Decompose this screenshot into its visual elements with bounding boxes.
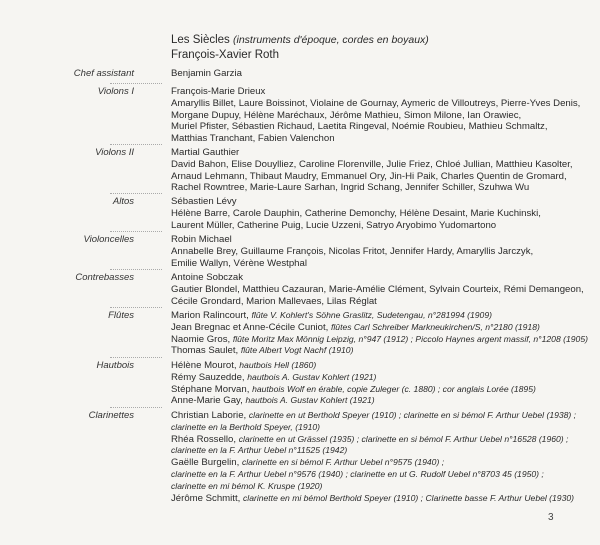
musician-name: Marion Ralincourt, [171, 310, 252, 321]
name-line: Cécile Grondard, Marion Mallevaes, Lilas Réglat [171, 295, 377, 307]
section-label: Contrebasses [75, 272, 134, 283]
name-line: Emilie Wallyn, Vérène Westphal [171, 257, 307, 269]
musician-line [171, 410, 596, 422]
musician-line [171, 445, 596, 457]
musician-line [171, 422, 596, 434]
name-line: Sébastien Lévy [171, 196, 237, 207]
musician-name: Rémy Sauzedde, [171, 371, 248, 383]
section-label: Violons II [95, 147, 134, 158]
instrument-note: hautbois Hell (1860) [239, 360, 317, 370]
section-label: Altos [112, 196, 134, 207]
conductor-name: François-Xavier Roth [171, 49, 280, 61]
name-line: Amaryllis Billet, Laure Boissinot, Violaine de Gournay, Aymeric de Villoutreys, Pierre-Yves Denis, [171, 97, 581, 109]
musician-name: Stéphane Morvan, [171, 383, 253, 395]
instrument-note: clarinette en mi bémol Berthold Speyer (1910) ; Clarinette basse F. Arthur Uebel (1930) [242, 492, 575, 503]
musician-name: Gaëlle Burgelin, [171, 457, 242, 469]
musician-name: Thomas Saulet, [171, 345, 241, 357]
musician-line [171, 360, 596, 372]
orchestra-note: (instruments d'époque, cordes en boyaux) [233, 34, 429, 46]
instrument-note: clarinette en si bémol F. Arthur Uebel n°9575 (1940) ; [241, 457, 445, 468]
section-divider [110, 357, 162, 358]
musician-line [171, 395, 596, 407]
name-line: David Bahon, Elise Douylliez, Caroline Florenville, Julie Friez, Chloé Jullian, Matthieu Kasolter, [171, 158, 573, 170]
instrument-note: clarinette en la Berthold Speyer, (1910) [171, 421, 321, 432]
name-line: Rachel Rowntree, Marie-Laure Sarhan, Ingrid Schang, Jennifer Schiller, Szuhwa Wu [171, 182, 530, 194]
instrument-note: clarinette en mi bémol K. Kruspe (1920) [171, 480, 323, 491]
section-divider [110, 144, 162, 145]
section-divider [110, 193, 162, 194]
orchestra-name: Les Siècles [171, 34, 230, 46]
name-line: François-Marie Drieux [171, 86, 266, 97]
musician-line [171, 434, 596, 446]
instrument-note: hautbois A. Gustav Kohlert (1921) [247, 371, 377, 382]
section-divider [110, 83, 162, 84]
section-label: Violoncelles [83, 234, 134, 245]
musician-line [171, 481, 596, 493]
musician-line [171, 310, 596, 322]
instrument-note: flûte V. Kohlert's Söhne Graslitz, Sudetengau, n°281994 (1909) [251, 310, 492, 320]
section-divider [110, 269, 162, 270]
instrument-note: clarinette en la F. Arthur Uebel n°11525 (1942) [171, 445, 348, 456]
section-label: Clarinettes [88, 410, 134, 421]
musician-name: Christian Laborie, [171, 410, 249, 421]
name-line: Matthias Tranchant, Fabien Valenchon [171, 133, 335, 145]
musician-line [171, 334, 596, 346]
name-line: Gautier Blondel, Matthieu Cazauran, Marie-Amélie Clément, Sylvain Courteix, Rémi Demangeon, [171, 283, 584, 295]
musician-line [171, 345, 596, 357]
section-label: Chef assistant [73, 68, 134, 79]
musician-line [171, 372, 596, 384]
musician-line [171, 469, 596, 481]
name-line: Laurent Müller, Catherine Puig, Lucie Uzzeni, Satryo Aryobimo Yudomartono [171, 219, 497, 231]
instrument-note: hautbois Wolf en érable, copie Zuleger (c. 1880) ; cor anglais Lorée (1895) [252, 383, 536, 394]
musician-line [171, 493, 596, 505]
section-divider [110, 407, 162, 408]
musician-name: Jérôme Schmitt, [171, 492, 243, 504]
name-line: Martial Gauthier [171, 147, 240, 158]
name-line: Hélène Barre, Carole Dauphin, Catherine Demonchy, Hélène Desaint, Marie Kuchinski, [171, 207, 541, 219]
instrument-note: hautbois A. Gustav Kohlert (1921) [245, 395, 375, 406]
name-line: Benjamin Garzia [171, 68, 242, 79]
musician-name: Hélène Mourot, [171, 360, 240, 371]
section-label: Violons I [97, 86, 134, 97]
name-line: Arnaud Lehmann, Thibaut Maudry, Emmanuel Ory, Jin-Hi Paik, Charles Quentin de Gromard, [171, 170, 567, 182]
musician-name: Anne-Marie Gay, [171, 395, 246, 407]
page-number: 3 [548, 512, 554, 523]
section-label: Flûtes [108, 310, 134, 321]
instrument-note: clarinette en ut Berthold Speyer (1910) ; clarinette en si bémol F. Arthur Uebel (1938) ; [248, 410, 577, 420]
instrument-note: clarinette en la F. Arthur Uebel n°9576 (1940) ; clarinette en ut G. Rudolf Uebel n°8703 45 (1950) ; [171, 468, 544, 479]
musician-name: Jean Bregnac et Anne-Cécile Cuniot, [171, 321, 331, 333]
instrument-note: flûte Moritz Max Mönnig Leipzig, n°947 (1912) ; Piccolo Haynes argent massif, n°1208 (1905) [232, 333, 588, 344]
musician-name: Rhéa Rossello, [171, 433, 239, 445]
name-line: Antoine Sobczak [171, 272, 243, 283]
name-line: Robin Michael [171, 234, 232, 245]
name-line: Annabelle Brey, Guillaume François, Nicolas Fritot, Jennifer Hardy, Amaryllis Jarczyk, [171, 245, 534, 257]
musician-line [171, 457, 596, 469]
instrument-note: flûtes Carl Schreiber Markneukirchen/S, n°2180 (1918) [331, 321, 540, 332]
musician-line [171, 384, 596, 396]
section-divider [110, 231, 162, 232]
name-line: Morgane Dupuy, Hélène Maréchaux, Jérôme Mathieu, Simon Milone, Ian Orawiec, [171, 109, 522, 121]
section-label: Hautbois [96, 360, 134, 371]
instrument-note: flûte Albert Vogt Nachf (1910) [240, 345, 354, 356]
musician-name: Naomie Gros, [171, 333, 233, 345]
section-divider [110, 307, 162, 308]
musician-line [171, 322, 596, 334]
orchestra-header [171, 33, 429, 63]
instrument-note: clarinette en ut Grässel (1935) ; clarinette en si bémol F. Arthur Uebel n°16528 (1960) ; [238, 433, 569, 444]
name-line: Muriel Pfister, Sébastien Richaud, Laetita Ringeval, Noémie Roubieu, Mathieu Schmaltz, [171, 121, 548, 133]
